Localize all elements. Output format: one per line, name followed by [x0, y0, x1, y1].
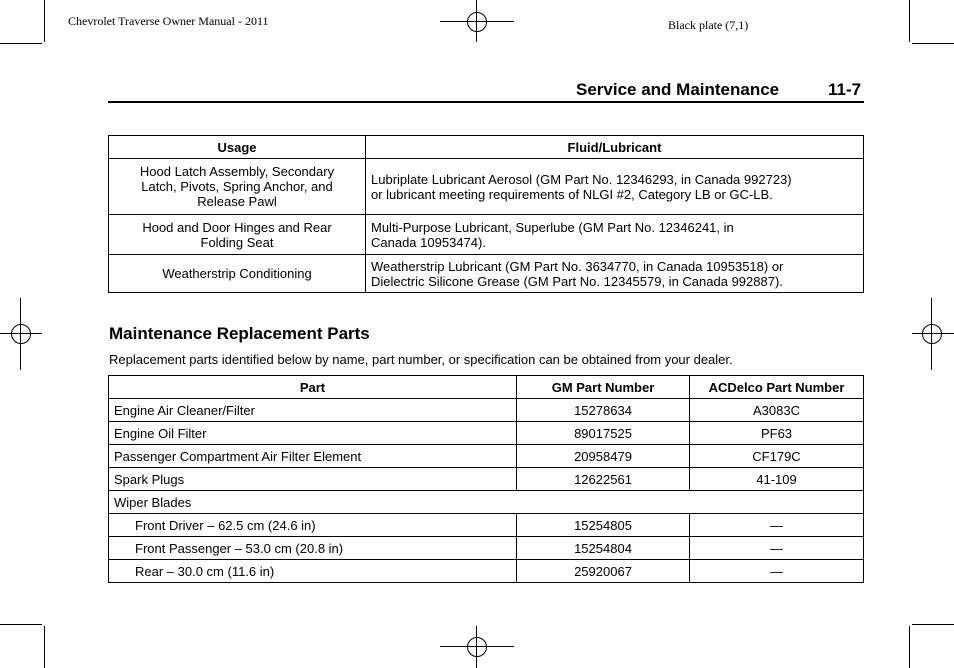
acdelco-number-cell: — — [690, 537, 864, 560]
column-header-acdelco: ACDelco Part Number — [690, 376, 864, 399]
usage-cell: Hood and Door Hinges and Rear Folding Seat — [109, 215, 366, 255]
gm-number-cell: 89017525 — [517, 422, 690, 445]
lubricant-table — [108, 135, 864, 293]
fluid-cell: Lubriplate Lubricant Aerosol (GM Part No. 12346293, in Canada 992723) or lubricant meeting requirements of NLGI #2, Category LB or GC-LB. — [366, 159, 864, 215]
table-row — [109, 468, 864, 491]
part-name-cell: Spark Plugs — [109, 468, 517, 491]
table-row — [109, 255, 864, 293]
plate-label: Black plate (7,1) — [668, 18, 749, 32]
crop-mark — [44, 626, 45, 668]
table-row — [109, 159, 864, 215]
wiper-blades-group: Wiper Blades — [109, 491, 864, 514]
acdelco-number-cell: PF63 — [690, 422, 864, 445]
part-name-cell: Engine Oil Filter — [109, 422, 517, 445]
column-header-part: Part — [109, 376, 517, 399]
table-group-row — [109, 491, 864, 514]
table-row — [109, 560, 864, 583]
table-row — [109, 514, 864, 537]
section-title: Service and Maintenance — [576, 80, 780, 99]
table-header-row — [109, 376, 864, 399]
table-row — [109, 399, 864, 422]
table-header-row — [109, 136, 864, 159]
acdelco-number-cell: CF179C — [690, 445, 864, 468]
table-row — [109, 215, 864, 255]
gm-number-cell: 25920067 — [517, 560, 690, 583]
table-row — [109, 422, 864, 445]
crop-mark — [0, 43, 42, 44]
usage-cell: Hood Latch Assembly, Secondary Latch, Pivots, Spring Anchor, and Release Pawl — [109, 159, 366, 215]
manual-title: Chevrolet Traverse Owner Manual - 2011 — [68, 14, 269, 28]
part-name-cell: Rear – 30.0 cm (11.6 in) — [109, 560, 517, 583]
registration-circle — [467, 12, 487, 32]
gm-number-cell: 15278634 — [517, 399, 690, 422]
part-name-cell: Front Passenger – 53.0 cm (20.8 in) — [109, 537, 517, 560]
registration-circle — [11, 324, 31, 344]
fluid-cell: Multi-Purpose Lubricant, Superlube (GM Part No. 12346241, in Canada 10953474). — [366, 215, 864, 255]
crop-mark — [44, 0, 45, 42]
crop-mark — [909, 0, 910, 42]
acdelco-number-cell: — — [690, 560, 864, 583]
gm-number-cell: 12622561 — [517, 468, 690, 491]
gm-number-cell: 20958479 — [517, 445, 690, 468]
column-header-gm: GM Part Number — [517, 376, 690, 399]
registration-circle — [922, 324, 942, 344]
page-number: 11-7 — [828, 80, 862, 99]
acdelco-number-cell: — — [690, 514, 864, 537]
crop-mark — [912, 43, 954, 44]
parts-table — [108, 375, 864, 583]
acdelco-number-cell: A3083C — [690, 399, 864, 422]
registration-circle — [467, 637, 487, 657]
part-name-cell: Passenger Compartment Air Filter Element — [109, 445, 517, 468]
usage-cell: Weatherstrip Conditioning — [109, 255, 366, 293]
acdelco-number-cell: 41-109 — [690, 468, 864, 491]
gm-number-cell: 15254805 — [517, 514, 690, 537]
maintenance-heading: Maintenance Replacement Parts — [109, 324, 370, 343]
header-rule — [108, 101, 864, 103]
crop-mark — [912, 624, 954, 625]
gm-number-cell: 15254804 — [517, 537, 690, 560]
table-row — [109, 537, 864, 560]
maintenance-intro: Replacement parts identified below by name, part number, or specification can be obtained from your dealer. — [109, 352, 733, 367]
part-name-cell: Front Driver – 62.5 cm (24.6 in) — [109, 514, 517, 537]
table-row — [109, 445, 864, 468]
fluid-cell: Weatherstrip Lubricant (GM Part No. 3634770, in Canada 10953518) or Dielectric Silicone Grease (GM Part No. 12345579, in Canada 992887). — [366, 255, 864, 293]
crop-mark — [909, 626, 910, 668]
column-header-usage: Usage — [109, 136, 366, 159]
crop-mark — [0, 624, 42, 625]
column-header-fluid: Fluid/Lubricant — [366, 136, 864, 159]
part-name-cell: Engine Air Cleaner/Filter — [109, 399, 517, 422]
